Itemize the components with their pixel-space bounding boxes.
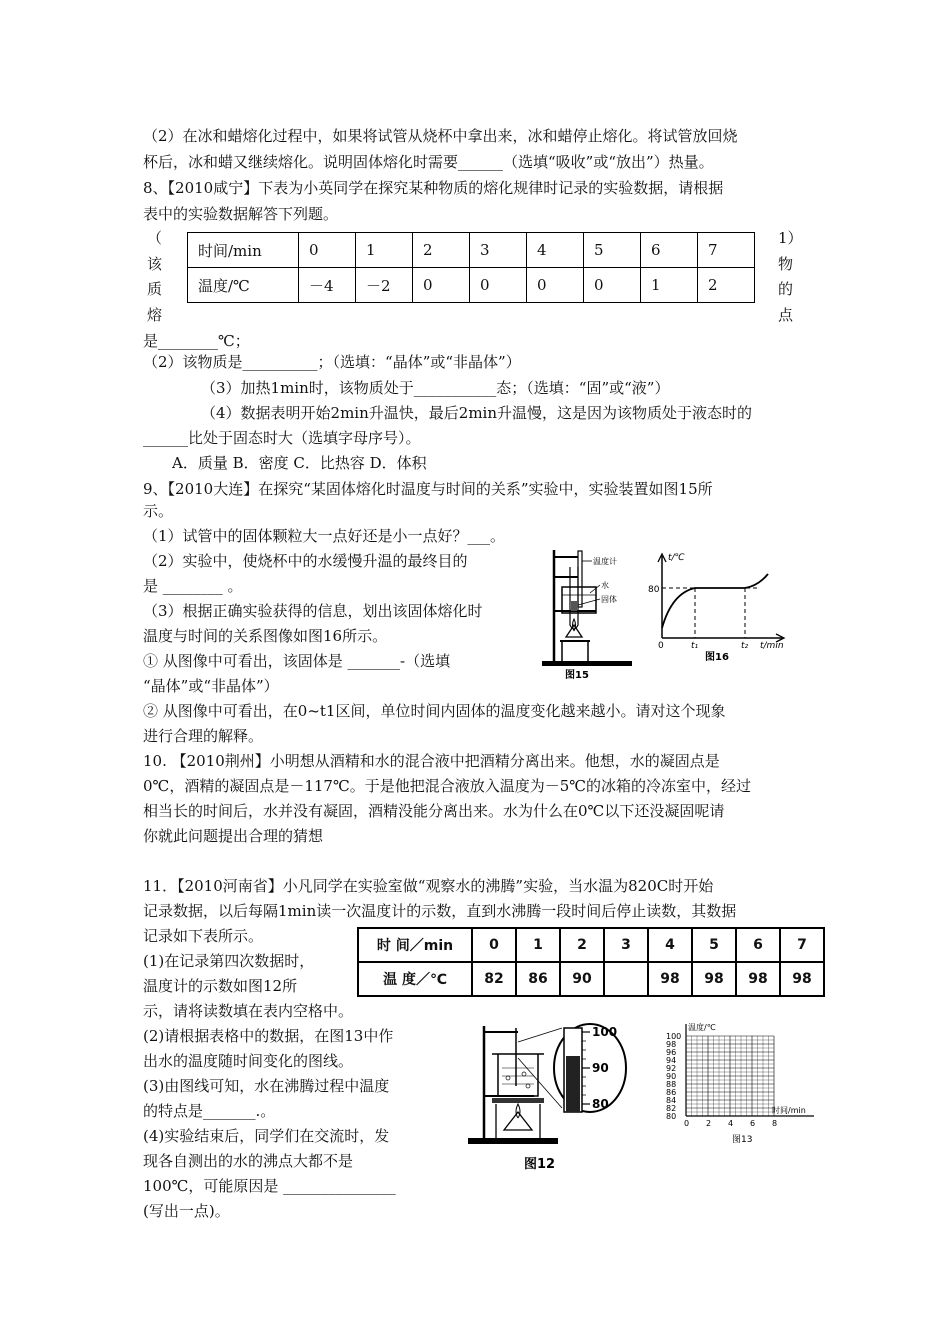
table-cell: 86: [516, 962, 560, 996]
table-cell: 4: [527, 233, 584, 268]
table-cell: 0: [584, 268, 641, 303]
figure-12-apparatus: [462, 1018, 632, 1173]
graph-t2: t₂: [741, 641, 749, 651]
wrap-char: 该: [147, 255, 163, 273]
table-cell: 5: [584, 233, 641, 268]
text-line: (2)请根据表格中的数据，在图13中作: [143, 1027, 394, 1045]
table-cell: 温 度／℃: [358, 962, 472, 996]
table-cell: －2: [356, 268, 413, 303]
table-cell: 1: [356, 233, 413, 268]
question-9-title: 9、【2010大连】在探究“某固体熔化时温度与时间的关系”实验中，实验装置如图15所: [143, 480, 713, 498]
question-8-title: 8、【2010咸宁】下表为小英同学在探究某种物质的熔化规律时记录的实验数据，请根据: [143, 179, 724, 197]
table-cell: 0: [413, 268, 470, 303]
table-cell: 98: [692, 962, 736, 996]
grid-x-tick: 4: [728, 1119, 734, 1128]
label-thermometer: 温度计: [593, 557, 617, 566]
grid-y-tick: 88: [666, 1080, 677, 1089]
question-11-title: 11．【2010河南省】小凡同学在实验室做“观察水的沸腾”实验，当水温为820C时开始: [143, 877, 714, 895]
table-cell: 98: [736, 962, 780, 996]
grid-y-tick: 84: [666, 1096, 677, 1105]
table-row: [358, 928, 824, 962]
text-line: “晶体”或“非晶体”）: [143, 677, 279, 695]
table-cell: [604, 962, 648, 996]
text-line: 示。: [143, 502, 174, 520]
table-row: [358, 962, 824, 996]
figure-16-graph: [650, 548, 790, 666]
text-line: 现各自测出的水的沸点大都不是: [143, 1152, 354, 1170]
graph-y-label: t/℃: [668, 553, 685, 563]
table-cell: 1: [641, 268, 698, 303]
text-line: (写出一点)。: [143, 1202, 230, 1220]
text-line: 你就此问题提出合理的猜想: [143, 827, 324, 845]
grid-x-tick: 2: [706, 1119, 712, 1128]
text-line: ② 从图像中可看出，在0~t1区间，单位时间内固体的温度变化越来越小。请对这个现象: [143, 702, 726, 720]
table-row: [188, 233, 755, 268]
table-cell: 2: [413, 233, 470, 268]
text-line: （2）该物质是__________；（选填：“晶体”或“非晶体”）: [143, 353, 521, 371]
table-cell: 2: [698, 268, 755, 303]
wrap-char: 的: [778, 280, 794, 298]
text-line: （4）数据表明开始2min升温快，最后2min升温慢，这是因为该物质处于液态时的: [201, 404, 752, 422]
text-line: ① 从图像中可看出，该固体是 _______-（选填: [143, 652, 451, 670]
wrap-char: 物: [778, 255, 794, 273]
wrap-char: 熔: [147, 306, 163, 324]
text-line: 是________℃；: [143, 332, 250, 350]
question-10-title: 10. 【2010荆州】小明想从酒精和水的混合液中把酒精分离出来。他想，水的凝固点是: [143, 752, 720, 770]
text-line: 杯后，冰和蜡又继续熔化。说明固体熔化时需要______（选填“吸收”或“放出”）热量。: [143, 153, 714, 171]
label-solid: 固体: [601, 595, 617, 604]
text-line: 温度计的示数如图12所: [143, 977, 298, 995]
table-cell: 7: [698, 233, 755, 268]
graph-origin: 0: [658, 641, 664, 651]
label-water: 水: [601, 581, 609, 590]
grid-y-tick: 94: [666, 1056, 677, 1065]
figure-12-caption: 图12: [524, 1157, 556, 1172]
wrap-char: 点: [778, 306, 794, 324]
figure-16-caption: 图16: [705, 652, 729, 663]
graph-t1: t₁: [691, 641, 699, 651]
text-line: 是 ________ 。: [143, 577, 243, 595]
grid-y-tick: 96: [666, 1048, 677, 1057]
text-line: 相当长的时间后，水并没有凝固，酒精没能分离出来。水为什么在0℃以下还没凝固呢请: [143, 802, 725, 820]
grid-x-label: 时间/min: [772, 1106, 806, 1115]
table-cell: 2: [560, 928, 604, 962]
grid-y-tick: 92: [666, 1064, 677, 1073]
answer-options: A．质量 B．密度 C．比热容 D．体积: [172, 454, 427, 472]
table-row: [188, 268, 755, 303]
text-line: 记录数据，以后每隔1min读一次温度计的示数，直到水沸腾一段时间后停止读数，其数据: [143, 902, 737, 920]
grid-x-tick: 6: [750, 1119, 756, 1128]
text-line: 表中的实验数据解答下列题。: [143, 205, 339, 223]
table-cell: 3: [604, 928, 648, 962]
text-line: 记录如下表所示。: [143, 927, 264, 945]
table-cell: 6: [641, 233, 698, 268]
text-line: 100℃，可能原因是 _______________: [143, 1177, 396, 1195]
table-cell: 温度/℃: [188, 268, 299, 303]
figure-15-caption: 图15: [565, 670, 589, 681]
figure-13-caption: 图13: [732, 1135, 753, 1145]
grid-x-tick: 0: [684, 1119, 690, 1128]
table-cell: 4: [648, 928, 692, 962]
text-line: 0℃，酒精的凝固点是－117℃。于是他把混合液放入温度为－5℃的冰箱的冷冻室中，经过: [143, 777, 752, 795]
table-cell: 0: [527, 268, 584, 303]
table-cell: 7: [780, 928, 824, 962]
text-line: （3）加热1min时，该物质处于___________态；（选填：“固”或“液”）: [201, 379, 670, 397]
text-line: (3)由图线可知，水在沸腾过程中温度: [143, 1077, 390, 1095]
table-cell: 0: [299, 233, 356, 268]
text-line: ______比处于固态时大（选填字母序号）。: [143, 429, 421, 447]
text-line: 温度与时间的关系图像如图16所示。: [143, 627, 388, 645]
table-cell: 1: [516, 928, 560, 962]
text-line: 进行合理的解释。: [143, 727, 264, 745]
thermo-tick-80: 80: [592, 1097, 609, 1111]
table-cell: 时间/min: [188, 233, 299, 268]
grid-y-tick: 90: [666, 1072, 677, 1081]
table-cell: 90: [560, 962, 604, 996]
grid-y-tick: 98: [666, 1040, 677, 1049]
grid-y-tick: 86: [666, 1088, 677, 1097]
text-line: 的特点是_______.。: [143, 1102, 276, 1120]
graph-x-label: t/min: [760, 641, 784, 651]
figure-15-apparatus: [540, 545, 640, 680]
text-line: (4)实验结束后，同学们在交流时，发: [143, 1127, 390, 1145]
text-line: (1)在记录第四次数据时，: [143, 952, 315, 970]
text-line: 示，请将读数填在表内空格中。: [143, 1002, 354, 1020]
table-cell: 98: [648, 962, 692, 996]
grid-x-tick: 8: [772, 1119, 778, 1128]
table-cell: 6: [736, 928, 780, 962]
table-cell: 0: [472, 928, 516, 962]
text-line: （3）根据正确实验获得的信息，划出该固体熔化时: [143, 602, 483, 620]
graph-y-value: 80: [648, 585, 660, 595]
melting-data-table: [187, 232, 755, 303]
grid-y-tick: 82: [666, 1104, 677, 1113]
table-cell: 98: [780, 962, 824, 996]
grid-y-label: 温度/℃: [688, 1023, 716, 1032]
thermo-tick-100: 100: [592, 1025, 618, 1039]
text-line: （2）在冰和蜡熔化过程中，如果将试管从烧杯中拿出来，冰和蜡停止熔化。将试管放回烧: [143, 127, 738, 145]
thermo-tick-90: 90: [592, 1061, 609, 1075]
figure-13-grid: [660, 1020, 830, 1150]
wrap-char: 1）: [778, 229, 803, 247]
grid-y-tick: 80: [666, 1112, 677, 1121]
table-cell: 3: [470, 233, 527, 268]
text-line: 出水的温度随时间变化的图线。: [143, 1052, 354, 1070]
wrap-char: （: [147, 229, 163, 247]
boiling-data-table: [357, 927, 825, 997]
grid-y-tick: 100: [666, 1032, 682, 1041]
table-cell: 82: [472, 962, 516, 996]
table-cell: 时 间／min: [358, 928, 472, 962]
text-line: （2）实验中，使烧杯中的水缓慢升温的最终目的: [143, 552, 468, 570]
table-cell: －4: [299, 268, 356, 303]
text-line: （1）试管中的固体颗粒大一点好还是小一点好？___。: [143, 527, 506, 545]
wrap-char: 质: [147, 280, 163, 298]
table-cell: 5: [692, 928, 736, 962]
table-cell: 0: [470, 268, 527, 303]
